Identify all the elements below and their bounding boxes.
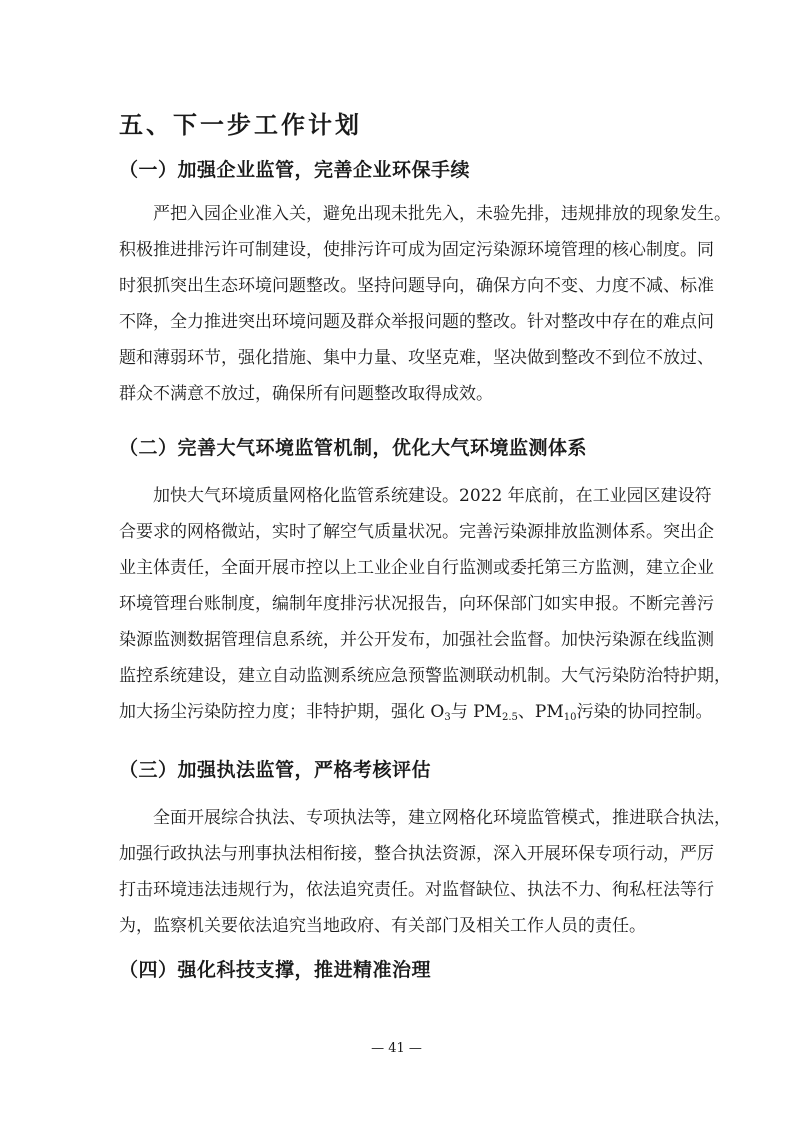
subsection-heading-2: （二）完善大气环境监管机制，优化大气环境监测体系 bbox=[119, 437, 588, 459]
paragraph-line: 加快大气环境质量网格化监管系统建设。2022 年底前，在工业园区建设符 bbox=[153, 486, 712, 506]
formula-text: 与 PM bbox=[450, 702, 502, 722]
pm10-subscript: 10 bbox=[563, 712, 577, 723]
paragraph-line: 为，监察机关要依法追究当地政府、有关部门及相关工作人员的责任。 bbox=[119, 916, 646, 936]
section-title: 五、下一步工作计划 bbox=[119, 110, 362, 139]
paragraph-line: 不降，全力推进突出环境问题及群众举报问题的整改。针对整改中存在的难点问 bbox=[119, 312, 714, 332]
paragraph-line: 积极推进排污许可制建设，使排污许可成为固定污染源环境管理的核心制度。同 bbox=[119, 240, 714, 260]
paragraph-line: 染源监测数据管理信息系统，并公开发布，加强社会监督。加快污染源在线监测 bbox=[119, 630, 714, 650]
formula-text: 、PM bbox=[517, 702, 564, 722]
subsection-heading-4: （四）强化科技支撑，推进精准治理 bbox=[119, 959, 432, 981]
o3-subscript: 3 bbox=[444, 712, 451, 723]
subsection-heading-3: （三）加强执法监管，严格考核评估 bbox=[119, 759, 432, 781]
paragraph-line: 时狠抓突出生态环境问题整改。坚持问题导向，确保方向不变、力度不减、标准 bbox=[119, 276, 714, 296]
paragraph-line: 题和薄弱环节，强化措施、集中力量、攻坚克难，坚决做到整改不到位不放过、 bbox=[119, 348, 714, 368]
paragraph-line: 打击环境违法违规行为，依法追究责任。对监督缺位、执法不力、徇私枉法等行 bbox=[119, 880, 714, 900]
paragraph-line: 监控系统建设，建立自动监测系统应急预警监测联动机制。大气污染防治特护期， bbox=[119, 666, 731, 686]
paragraph-1 bbox=[119, 196, 731, 412]
pm25-subscript: 2.5 bbox=[501, 712, 518, 723]
formula-text: 污染的协同控制。 bbox=[576, 702, 713, 722]
paragraph-line: 合要求的网格微站，实时了解空气质量状况。完善污染源排放监测体系。突出企 bbox=[119, 522, 714, 542]
subsection-heading-1: （一）加强企业监管，完善企业环保手续 bbox=[119, 159, 471, 181]
paragraph-line: 业主体责任，全面开展市控以上工业企业自行监测或委托第三方监测，建立企业 bbox=[119, 558, 714, 578]
paragraph-3 bbox=[119, 800, 731, 944]
paragraph-line: 加强行政执法与刑事执法相衔接，整合执法资源，深入开展环保专项行动，严厉 bbox=[119, 844, 714, 864]
paragraph-line: 环境管理台账制度，编制年度排污状况报告，向环保部门如实申报。不断完善污 bbox=[119, 594, 714, 614]
page-number: — 41 — bbox=[371, 1041, 422, 1056]
paragraph-line-formula bbox=[119, 694, 713, 730]
paragraph-line: 群众不满意不放过，确保所有问题整改取得成效。 bbox=[119, 384, 493, 404]
paragraph-line: 全面开展综合执法、专项执法等，建立网格化环境监管模式，推进联合执法， bbox=[153, 808, 731, 828]
paragraph-line: 严把入园企业准入关，避免出现未批先入，未验先排，违规排放的现象发生。 bbox=[153, 204, 731, 224]
paragraph-2 bbox=[119, 478, 731, 730]
formula-text: 加大扬尘污染防控力度；非特护期，强化 O bbox=[119, 702, 445, 722]
